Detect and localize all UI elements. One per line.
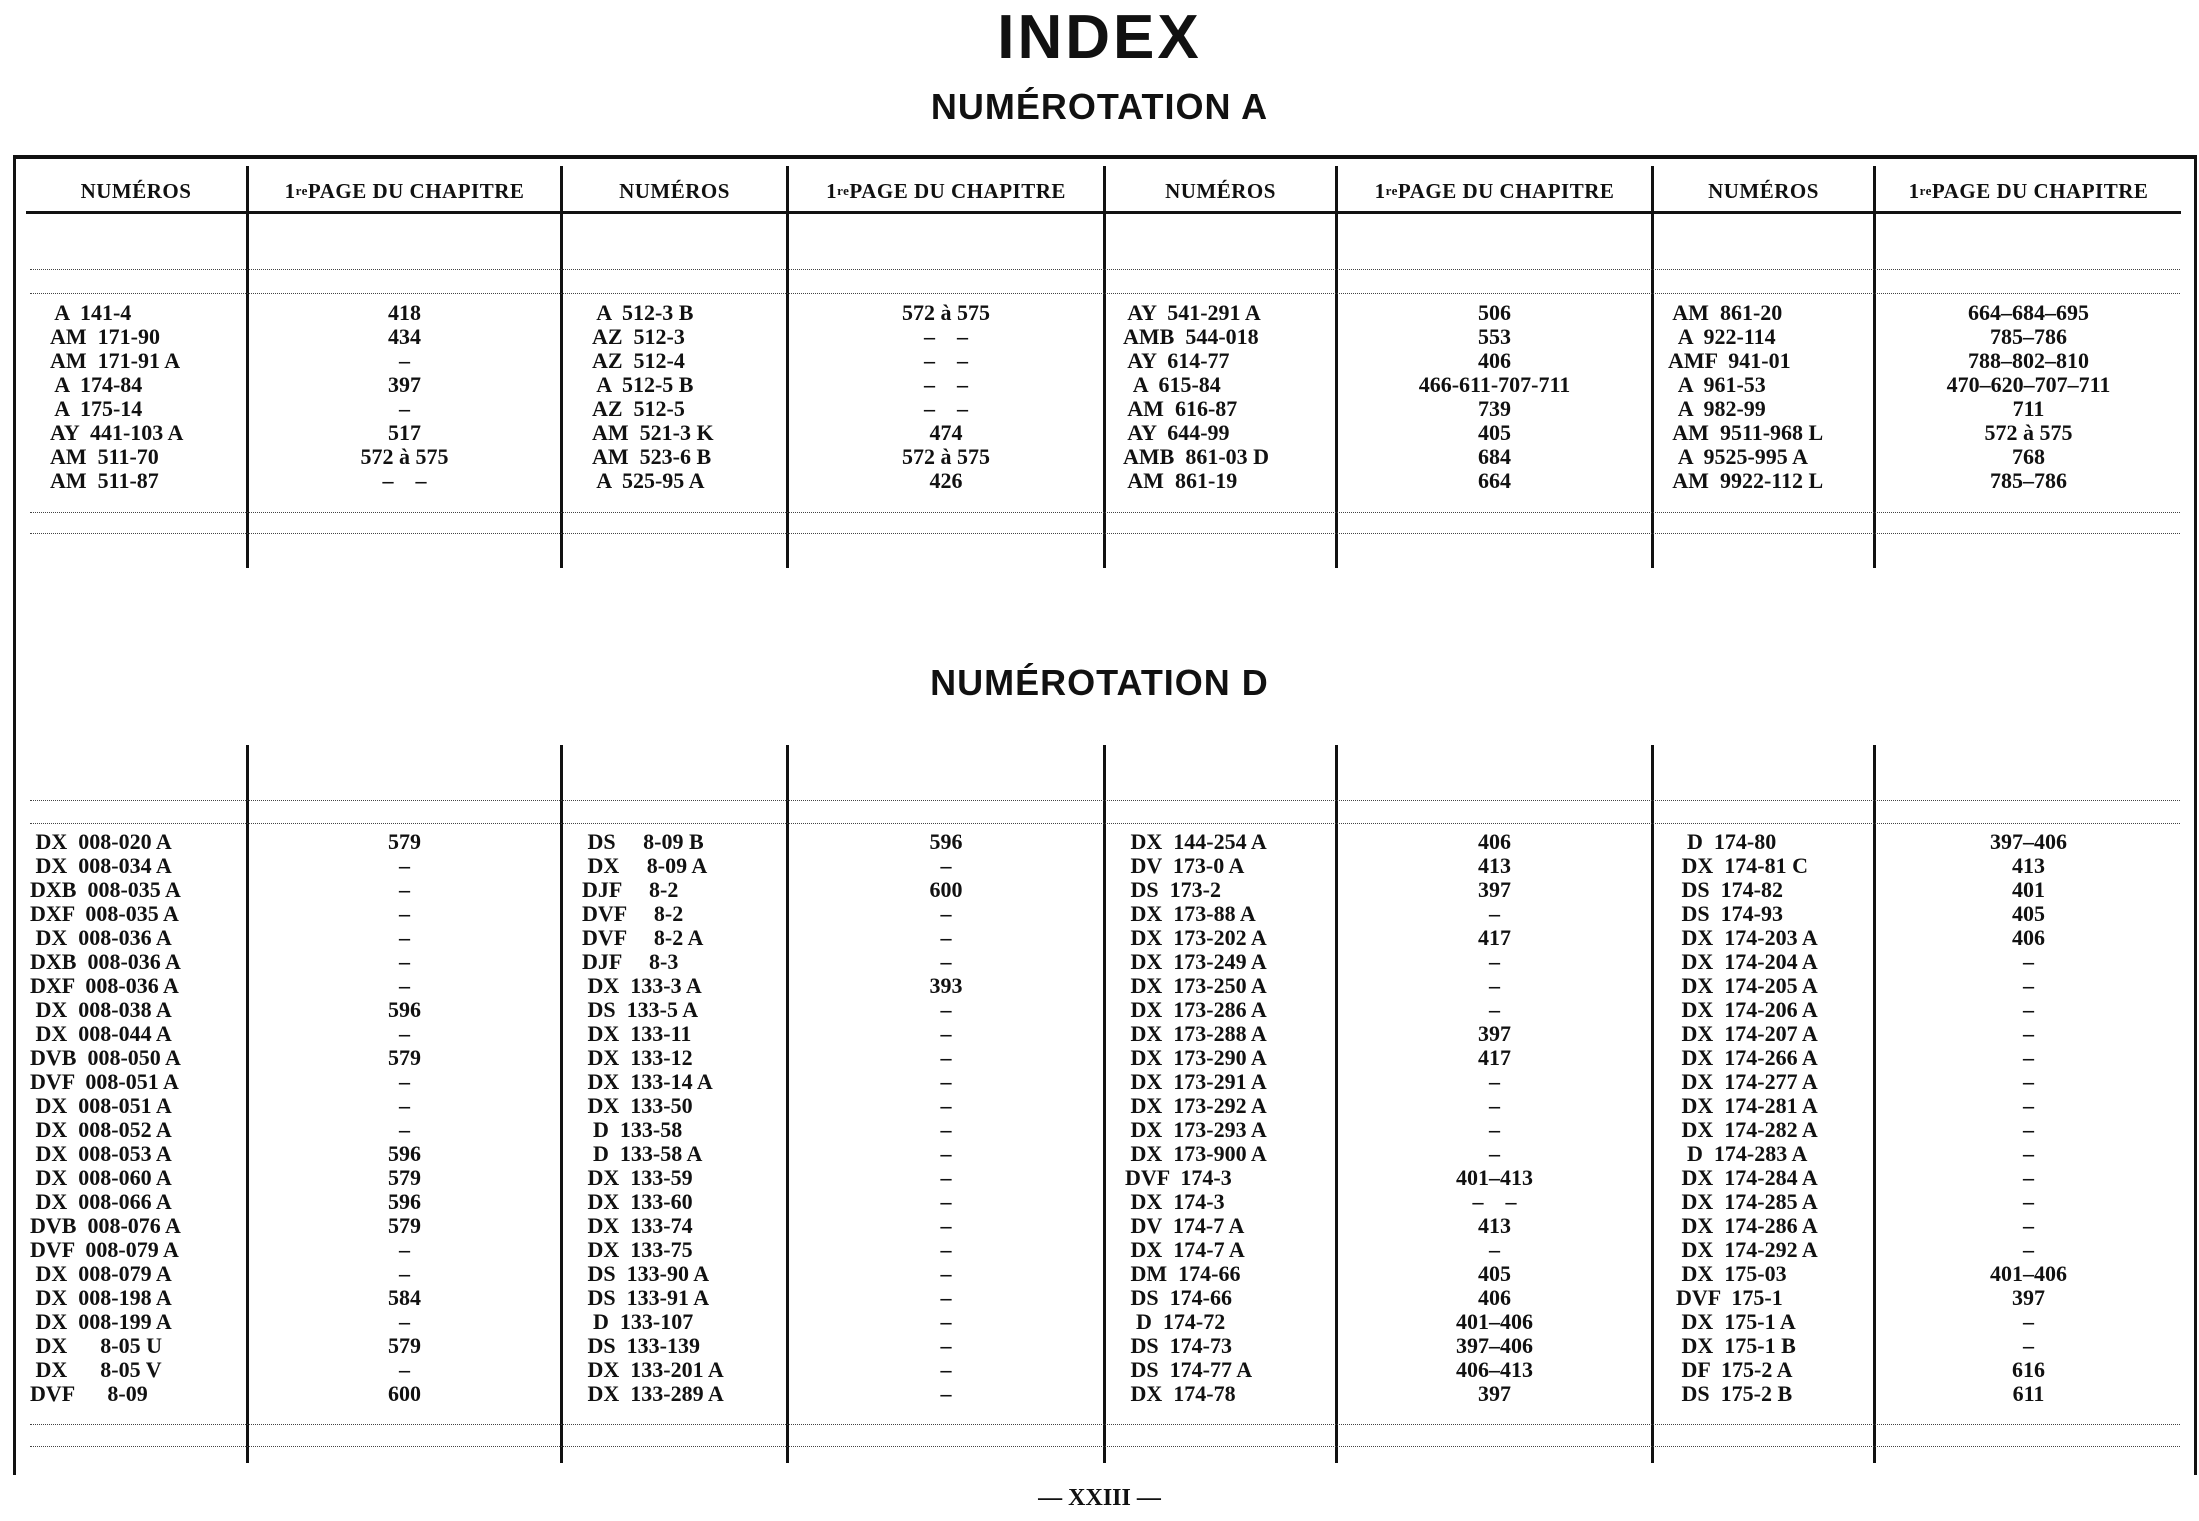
section-d-numbers-col-3: DX 144-254 A DV 173-0 A DS 173-2 DX 173-88 A DX 173-202 A DX 173-249 A DX 173-250 A DX 173-286 A DX 173-288 A DX 173-290 A DX 173-291 A DX 173-292 A DX 173-293 A DX 173-900 A DVF 174-3 DX 174-3 DV 174-7 A DX 174-7 A DM 174-66 DS 174-66 D 174-72 DS 174-73 DS 174-77 A DX 174-78 bbox=[1125, 829, 1267, 1406]
section-d-pages-col-1: 579 – – – – – – 596 – 579 – – – 596 579 596 579 – – 584 – 579 – 600 bbox=[388, 829, 421, 1406]
column-divider bbox=[1651, 745, 1654, 1463]
section-d-pages-col-4: 397–406 413 401 405 406 – – – – – – – – – – – – – 401–406 397 – – 616 611 bbox=[1990, 829, 2067, 1406]
header-numeros-1: NUMÉROS bbox=[80, 178, 192, 203]
column-divider bbox=[560, 745, 563, 1463]
section-d-pages-col-3: 406 413 397 – 417 – – – 397 417 – – – – 401–413 – – 413 – 405 406 401–406 397–406 406–413 397 bbox=[1456, 829, 1533, 1406]
dotted-rule bbox=[30, 1446, 2180, 1447]
header-page-4: 1 re PAGE DU CHAPITRE bbox=[1908, 178, 2149, 203]
section-a-numbers-col-1: A 141-4 AM 171-90 AM 171-91 A A 174-84 A 175-14 AY 441-103 A AM 511-70 AM 511-87 bbox=[50, 300, 184, 493]
page-number: — XXIII — bbox=[1038, 1485, 1161, 1511]
page-title: INDEX bbox=[997, 3, 1202, 72]
section-d-numbers-col-2: DS 8-09 B DX 8-09 A DJF 8-2 DVF 8-2 DVF 8-2 A DJF 8-3 DX 133-3 A DS 133-5 A DX 133-11 DX 133-12 DX 133-14 A DX 133-50 D 133-58 D 133-58 A DX 133-59 DX 133-60 DX 133-74 DX 133-75 DS 133-90 A DS 133-91 A D 133-107 DS 133-139 DX 133-201 A DX 133-289 A bbox=[582, 829, 724, 1406]
column-divider bbox=[1103, 745, 1106, 1463]
section-a-pages-col-1: 418 434 – 397 – 517 572 à 575 – – bbox=[360, 300, 449, 493]
section-d-pages-col-2: 596 – 600 – – – 393 – – – – – – – – – – – – – – – – – bbox=[929, 829, 963, 1406]
dotted-rule bbox=[30, 512, 2180, 513]
header-numeros-4: NUMÉROS bbox=[1708, 178, 1819, 203]
section-a-numbers-col-4: AM 861-20 A 922-114 AMF 941-01 A 961-53 A 982-99 AM 9511-968 L A 9525-995 A AM 9922-112 L bbox=[1668, 300, 1824, 493]
section-a-pages-col-4: 664–684–695 785–786 788–802–810 470–620–707–711 711 572 à 575 768 785–786 bbox=[1946, 300, 2111, 493]
column-divider bbox=[1103, 166, 1106, 568]
section-a-numbers-col-3: AY 541-291 A AMB 544-018 AY 614-77 A 615-84 AM 616-87 AY 644-99 AMB 861-03 D AM 861-19 bbox=[1123, 300, 1270, 493]
dotted-rule bbox=[30, 293, 2180, 294]
dotted-rule bbox=[30, 823, 2180, 824]
column-divider bbox=[1651, 166, 1654, 568]
header-page-3: 1 re PAGE DU CHAPITRE bbox=[1374, 178, 1615, 203]
section-a-pages-col-3: 506 553 406 466-611-707-711 739 405 684 664 bbox=[1418, 300, 1571, 493]
section-a-numbers-col-2: A 512-3 B AZ 512-3 AZ 512-4 A 512-5 B AZ 512-5 AM 521-3 K AM 523-6 B A 525-95 A bbox=[592, 300, 714, 493]
section-a-title: NUMÉROTATION A bbox=[930, 86, 1269, 127]
column-divider bbox=[560, 166, 563, 568]
header-page-2: 1 re PAGE DU CHAPITRE bbox=[826, 178, 1066, 203]
header-numeros-3: NUMÉROS bbox=[1165, 178, 1276, 203]
dotted-rule bbox=[30, 800, 2180, 801]
dotted-rule bbox=[30, 1424, 2180, 1425]
section-d-numbers-col-4: D 174-80 DX 174-81 C DS 174-82 DS 174-93 DX 174-203 A DX 174-204 A DX 174-205 A DX 174-206 A DX 174-207 A DX 174-266 A DX 174-277 A DX 174-281 A DX 174-282 A D 174-283 A DX 174-284 A DX 174-285 A DX 174-286 A DX 174-292 A DX 175-03 DVF 175-1 DX 175-1 A DX 175-1 B DF 175-2 A DS 175-2 B bbox=[1676, 829, 1818, 1406]
section-d-title: NUMÉROTATION D bbox=[930, 662, 1269, 703]
section-a-pages-col-2: 572 à 575 – – – – – – – – 474 572 à 575 426 bbox=[902, 300, 990, 493]
header-numeros-2: NUMÉROS bbox=[619, 178, 730, 203]
section-d-numbers-col-1: DX 008-020 A DX 008-034 A DXB 008-035 A DXF 008-035 A DX 008-036 A DXB 008-036 A DXF 008-036 A DX 008-038 A DX 008-044 A DVB 008-050 A DVF 008-051 A DX 008-051 A DX 008-052 A DX 008-053 A DX 008-060 A DX 008-066 A DVB 008-076 A DVF 008-079 A DX 008-079 A DX 008-198 A DX 008-199 A DX 8-05 U DX 8-05 V DVF 8-09 bbox=[30, 829, 181, 1406]
dotted-rule bbox=[30, 269, 2180, 270]
header-page-1: 1 re PAGE DU CHAPITRE bbox=[284, 178, 525, 203]
dotted-rule bbox=[30, 533, 2180, 534]
